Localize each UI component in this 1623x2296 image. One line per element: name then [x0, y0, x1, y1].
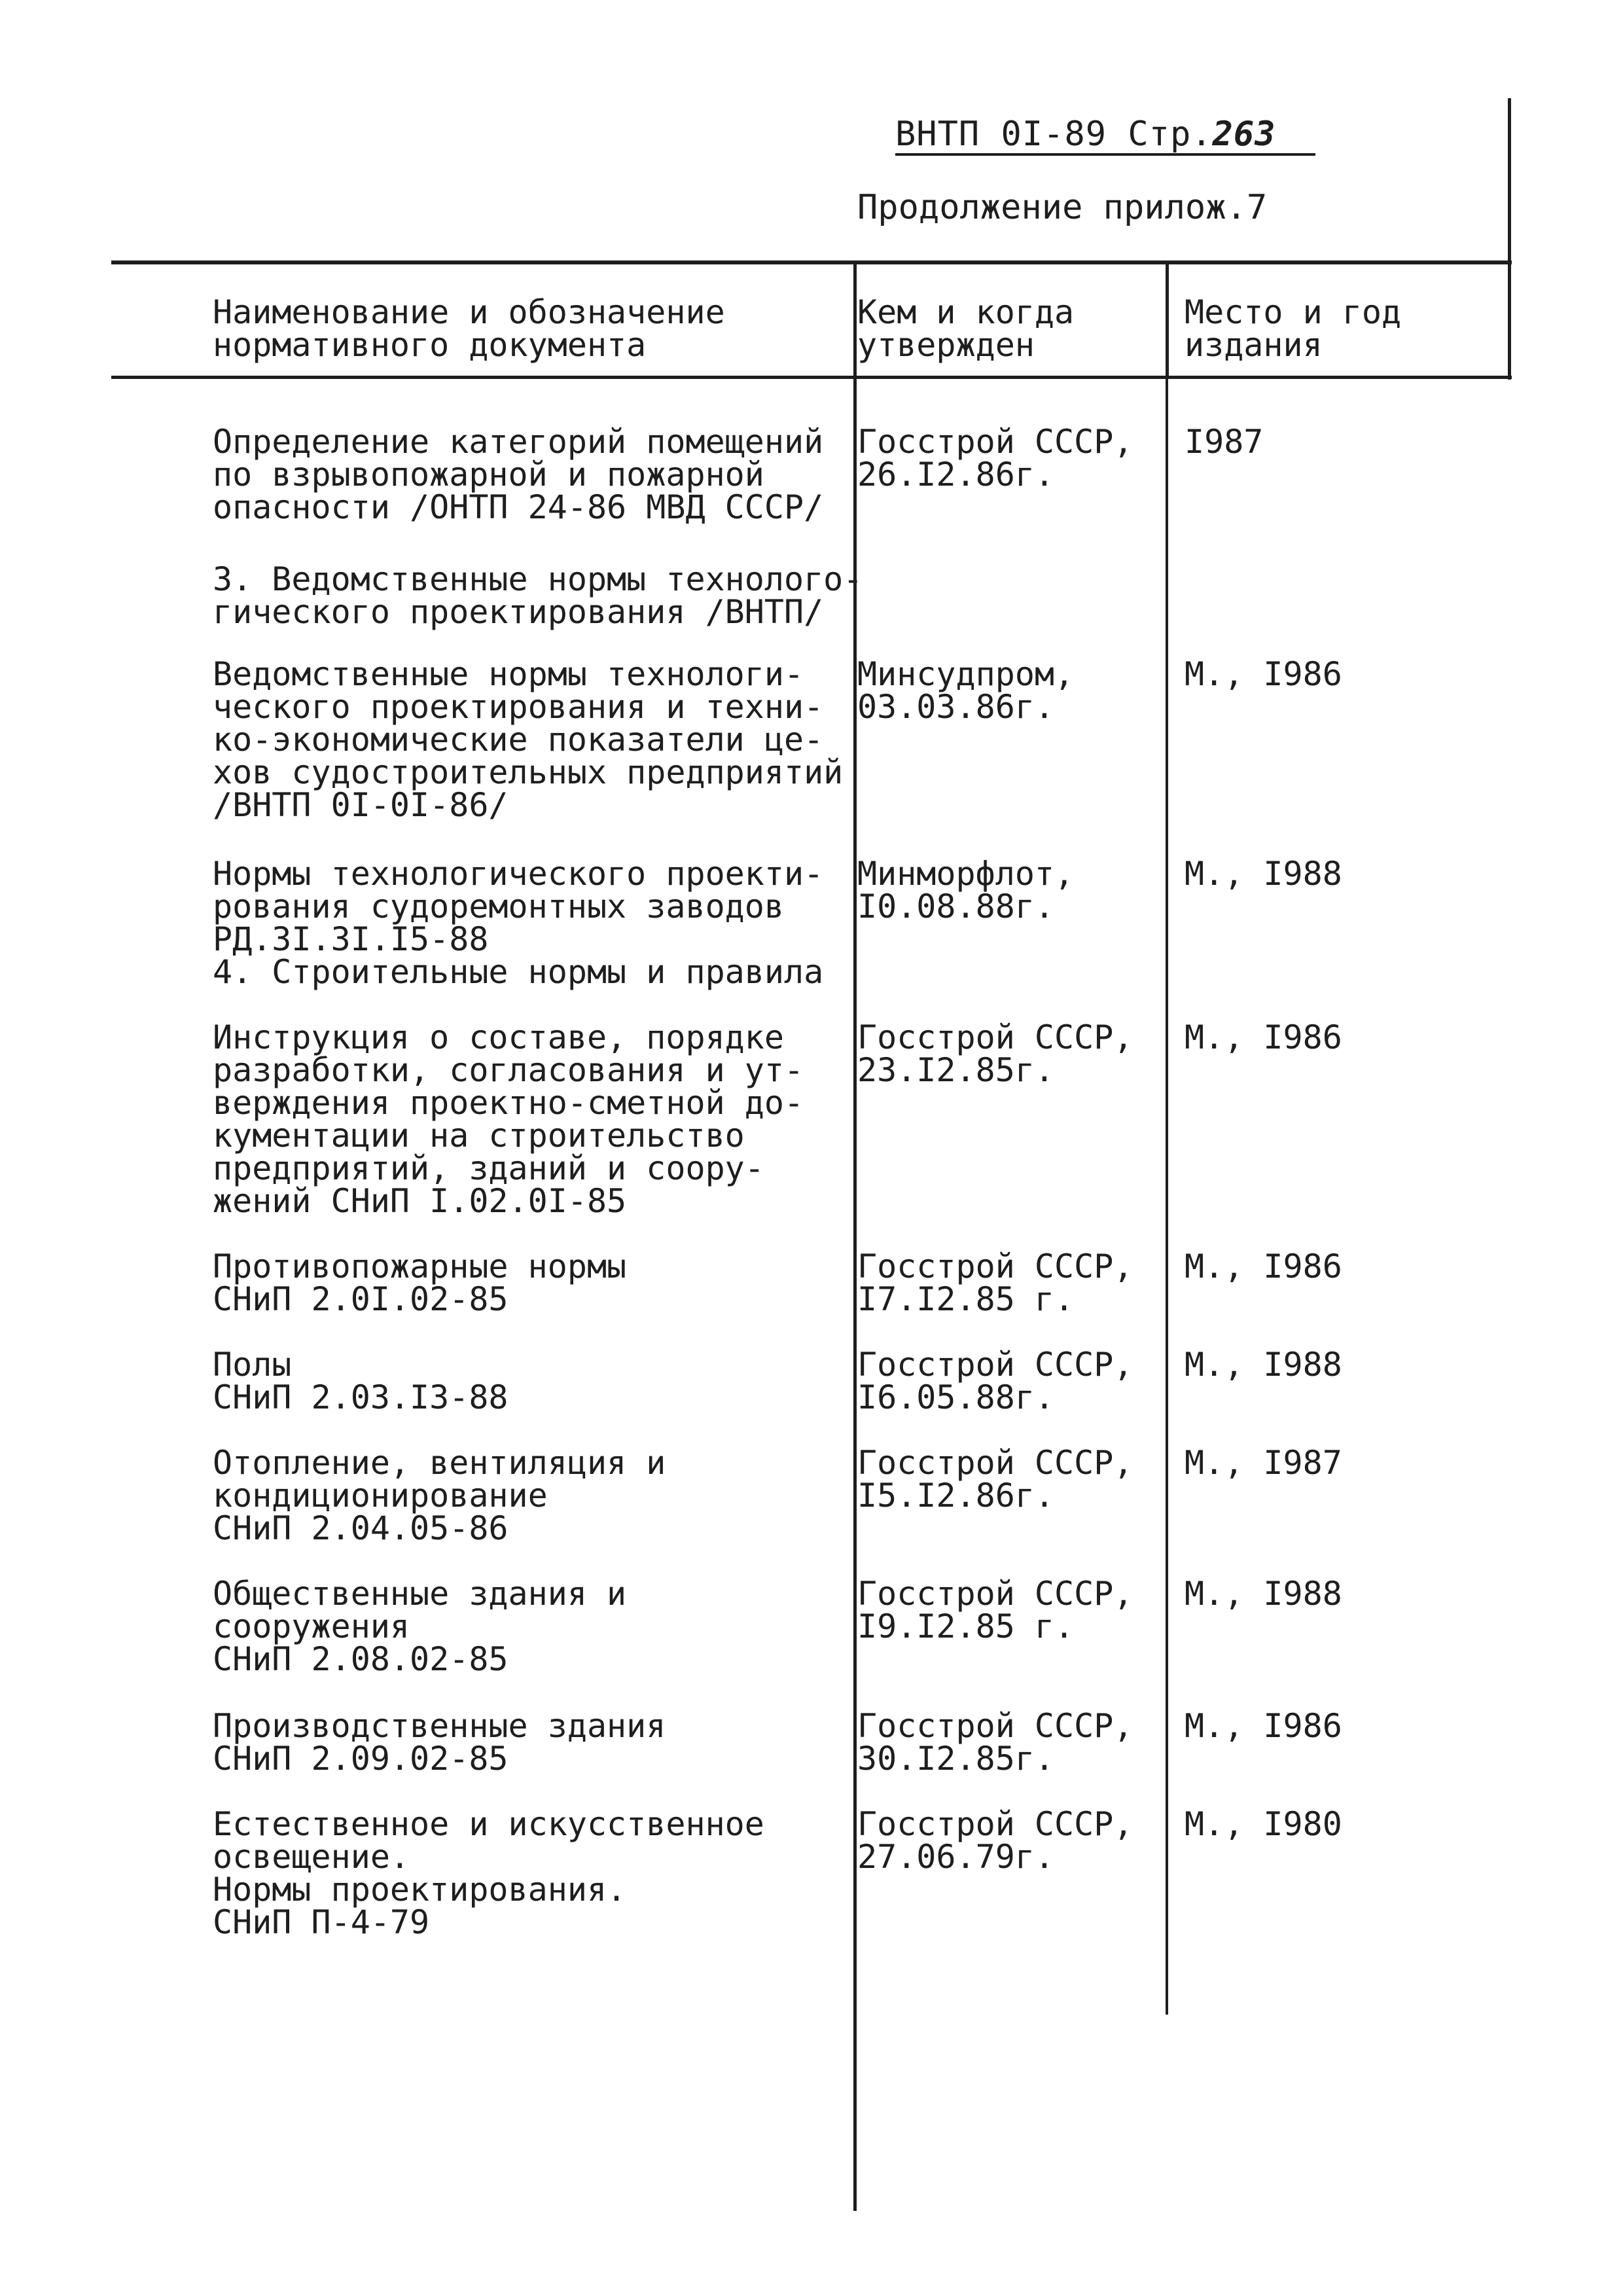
document-name: Определение категорий помещений по взрывопожарной и пожарной опасности /ОНТП 24-86 МВД СССР/	[213, 423, 824, 526]
place-year: I987	[1185, 423, 1264, 461]
document-name: Инструкция о составе, порядке разработки, согласования и ут- верждения проектно-сметной до- кументации на строительство предприятий, зданий и соору- жений СНиП I.02.0I-85	[213, 1018, 804, 1220]
document-name: Противопожарные нормы СНиП 2.0I.02-85	[213, 1247, 627, 1318]
approved-by: Минсудпром, 03.03.86г.	[857, 655, 1075, 726]
approved-by: Госстрой СССР, I9.I2.85 г.	[857, 1575, 1133, 1645]
approved-by: Госстрой СССР, 26.I2.86г.	[857, 423, 1133, 493]
page-number: 263	[1212, 115, 1276, 154]
document-name: Производственные здания СНиП 2.09.02-85	[213, 1707, 666, 1778]
place-year: М., I986	[1185, 1707, 1342, 1745]
column-divider-2	[1166, 260, 1169, 378]
approved-by: Минморфлот, I0.08.88г.	[857, 855, 1075, 925]
place-year: М., I988	[1185, 1346, 1342, 1384]
approved-by: Госстрой СССР, 27.06.79г.	[857, 1805, 1133, 1876]
approved-by: Госстрой СССР, I7.I2.85 г.	[857, 1247, 1133, 1318]
document-name: Отопление, вентиляция и кондиционирование СНиП 2.04.05-86	[213, 1444, 666, 1547]
document-code: ВНТП 0I-89 Стр.	[895, 115, 1213, 154]
place-year: М., I986	[1185, 655, 1342, 693]
place-year: М., I986	[1185, 1018, 1342, 1056]
document-name: Естественное и искусственное освещение. Нормы проектирования. СНиП П-4-79	[213, 1805, 764, 1941]
column-header-name: Наименование и обозначение нормативного документа	[213, 293, 725, 364]
place-year: М., I980	[1185, 1805, 1342, 1843]
approved-by: Госстрой СССР, 23.I2.85г.	[857, 1018, 1133, 1089]
column-header-place-year: Место и год издания	[1185, 293, 1402, 364]
continuation-note: Продолжение прилож.7	[857, 188, 1268, 227]
place-year: М., I987	[1185, 1444, 1342, 1482]
place-year: М., I988	[1185, 1575, 1342, 1613]
approved-by: Госстрой СССР, I6.05.88г.	[857, 1346, 1133, 1416]
document-name: Общественные здания и сооружения СНиП 2.08.02-85	[213, 1575, 627, 1678]
document-reference	[895, 115, 1315, 156]
document-name: Нормы технологического проекти- рования судоремонтных заводов РД.3I.3I.I5-88	[213, 855, 824, 958]
section-heading: 4. Строительные нормы и правила	[213, 953, 824, 991]
column-divider-2-body	[1166, 378, 1168, 2015]
section-heading: 3. Ведомственные нормы технолого- гического проектирования /ВНТП/	[213, 560, 863, 631]
column-header-approved: Кем и когда утвержден	[857, 293, 1075, 364]
approved-by: Госстрой СССР, I5.I2.86г.	[857, 1444, 1133, 1515]
page-right-rule	[1508, 98, 1511, 380]
table-top-rule	[111, 260, 1512, 264]
place-year: М., I988	[1185, 855, 1342, 893]
header-bottom-rule	[111, 376, 1512, 379]
place-year: М., I986	[1185, 1247, 1342, 1285]
document-name: Ведомственные нормы технологи- ческого проектирования и техни- ко-экономические показатели це- хов судостроительных предприятий /ВНТП 0I-0I-86/	[213, 655, 844, 824]
approved-by: Госстрой СССР, 30.I2.85г.	[857, 1707, 1133, 1778]
document-name: Полы СНиП 2.03.I3-88	[213, 1346, 508, 1416]
